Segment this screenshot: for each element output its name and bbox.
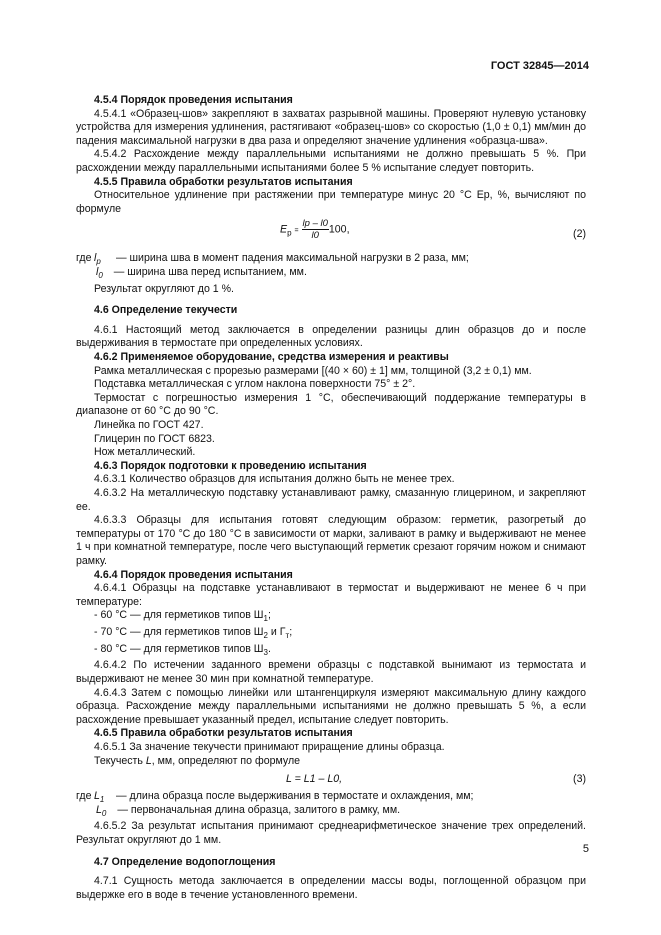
equipment-glycerin: Глицерин по ГОСТ 6823. bbox=[94, 432, 215, 445]
formula-2 bbox=[76, 216, 586, 252]
equipment-frame: Рамка металлическая с прорезью размерами [(40 × 60) ± 1] мм, толщиной (3,2 ± 0,1) мм. bbox=[94, 364, 532, 377]
legend-L1-text: — длина образца после выдерживания в термостате и охлаждения, мм; bbox=[116, 790, 474, 803]
legend-L0-text: — первоначальная длина образца, залитого в рамку, мм. bbox=[117, 803, 401, 816]
formula-2-tail: 100, bbox=[328, 223, 350, 236]
paragraph-4-6-5-1: 4.6.5.1 За значение текучести принимают приращение длины образца. bbox=[94, 740, 445, 753]
document-body bbox=[76, 94, 586, 902]
section-4-5-5-title: 4.5.5 Правила обработки результатов испытания bbox=[94, 175, 353, 188]
section-4-6-2-title: 4.6.2 Применяемое оборудование, средства измерения и реактивы bbox=[94, 351, 449, 364]
section-4-6-title: 4.6 Определение текучести bbox=[94, 304, 238, 317]
formula-2-numerator: lp – l0 bbox=[302, 218, 328, 230]
formula-2-fraction bbox=[302, 218, 329, 241]
list-item-70: - 70 °С — для герметиков типов $Ш_2$ и $Г_т$; bbox=[94, 626, 293, 641]
formula-3-number: (3) bbox=[573, 773, 586, 786]
formula-2-number: (2) bbox=[573, 228, 586, 241]
legend-lp-text: — ширина шва в момент падения максимальной нагрузки в 2 раза, мм; bbox=[116, 252, 469, 265]
paragraph-4-5-4-1: 4.5.4.1 «Образец-шов» закрепляют в захватах разрывной машины. Проверяют нулевую установку устройства для измерения удлинения, растягивают «образец-шов» со скоростью (1,0 ± 0,1) мм/мин до падения максимальной нагрузки в два раза и определяют значение удлинения «образца-шва». bbox=[76, 107, 586, 147]
paragraph-4-7-1: 4.7.1 Сущность метода заключается в определении массы воды, поглощенной образцом при выдержке его в воде в течение установленного времени. bbox=[76, 875, 586, 901]
legend-lp-symbol: $l_p$ bbox=[94, 252, 101, 267]
list-item-80: - 80 °С — для герметиков типов $Ш_3$. bbox=[94, 642, 271, 657]
formula-3 bbox=[76, 768, 586, 790]
paragraph-result-rounding: Результат округляют до 1 %. bbox=[94, 282, 234, 295]
paragraph-4-6-4-1: 4.6.4.1 Образцы на подставке устанавливают в термостат и выдерживают не менее 6 ч при температуре: bbox=[76, 582, 586, 608]
formula-2-lhs-sub: p bbox=[287, 228, 292, 238]
section-4-6-4-title: 4.6.4 Порядок проведения испытания bbox=[94, 568, 293, 581]
legend-lp bbox=[76, 252, 586, 266]
paragraph-4-5-4-2: 4.5.4.2 Расхождение между параллельными испытаниями не должно превышать 5 %. При расхождении между параллельными испытаниями более 5 % испытание следует повторить. bbox=[76, 148, 586, 174]
paragraph-4-5-5: Относительное удлинение при растяжении при температуре минус 20 °С Еp, %, вычисляют по формуле bbox=[76, 189, 586, 215]
equipment-ruler: Линейка по ГОСТ 427. bbox=[94, 418, 204, 431]
paragraph-4-6-3-1: 4.6.3.1 Количество образцов для испытания должно быть не менее трех. bbox=[94, 473, 455, 486]
formula-2-eq: = bbox=[294, 227, 299, 235]
page-number: 5 bbox=[582, 843, 589, 855]
legend-L0 bbox=[76, 804, 586, 821]
equipment-thermostat: Термостат с погрешностью измерения 1 °С, обеспечивающий поддержание температуры в диапазоне от 60 °С до 90 °С. bbox=[76, 391, 586, 418]
paragraph-4-6-4-2: 4.6.4.2 По истечении заданного времени образцы с подставкой вынимают из термостата и выдерживают не менее 30 мин при комнатной температуре. bbox=[76, 659, 586, 685]
legend-l0 bbox=[76, 266, 586, 283]
document-header: ГОСТ 32845—2014 bbox=[490, 60, 589, 72]
paragraph-4-6-5-2: 4.6.5.2 За результат испытания принимают среднеарифметическое значение трех определений. Результат округляют до 1 мм. bbox=[76, 820, 586, 847]
paragraph-fluidity-formula-intro: Текучесть L, мм, определяют по формуле bbox=[94, 754, 301, 767]
section-4-7-title: 4.7 Определение водопоглощения bbox=[94, 855, 276, 868]
paragraph-4-6-3-3: 4.6.3.3 Образцы для испытания готовят следующим образом: герметик, разогретый до температуры от 170 °С до 180 °С в зависимости от марки, заливают в рамку и выдерживают не менее 1 ч при комнатной температуре, после чего выступающий герметик срезают горячим ножом и снимают рамку. bbox=[76, 514, 586, 567]
formula-3-expression: L = L1 – L0, bbox=[286, 773, 343, 786]
legend-L1 bbox=[76, 790, 586, 804]
equipment-knife: Нож металлический. bbox=[94, 446, 196, 459]
formula-2-lhs: E bbox=[280, 223, 288, 236]
list-item-60: - 60 °С — для герметиков типов $Ш_1$; bbox=[94, 609, 271, 624]
formula-2-denominator: l0 bbox=[311, 230, 319, 242]
formula-2-expression bbox=[280, 218, 350, 241]
paragraph-4-6-1: 4.6.1 Настоящий метод заключается в определении разницы длин образцов до и после выдерживания в термостате при определенных условиях. bbox=[76, 323, 586, 350]
legend-l0-text: — ширина шва перед испытанием, мм. bbox=[113, 265, 307, 278]
section-4-6-5-title: 4.6.5 Правила обработки результатов испытания bbox=[94, 727, 353, 740]
section-4-5-4-title: 4.5.4 Порядок проведения испытания bbox=[94, 94, 293, 106]
equipment-stand: Подставка металлическая с углом наклона поверхности 75° ± 2°. bbox=[94, 378, 416, 391]
legend-L0-symbol: $L_0$ bbox=[96, 803, 107, 818]
paragraph-4-6-3-2: 4.6.3.2 На металлическую подставку устанавливают рамку, смазанную глицерином, и закрепляют ее. bbox=[76, 486, 586, 513]
section-4-6-3-title: 4.6.3 Порядок подготовки к проведению испытания bbox=[94, 459, 367, 472]
legend-where-2: где bbox=[76, 790, 92, 803]
legend-l0-symbol: $l_0$ bbox=[96, 265, 103, 281]
legend-L1-symbol: $L_1$ bbox=[94, 790, 105, 805]
legend-where: где bbox=[76, 252, 92, 265]
paragraph-4-6-4-3: 4.6.4.3 Затем с помощью линейки или штангенциркуля измеряют максимальную длину каждого образца. Расхождение между параллельными испытаниями не должно превышать 5 %, а если расхождение превышает указанный предел, испытание следует повторить. bbox=[76, 686, 586, 726]
